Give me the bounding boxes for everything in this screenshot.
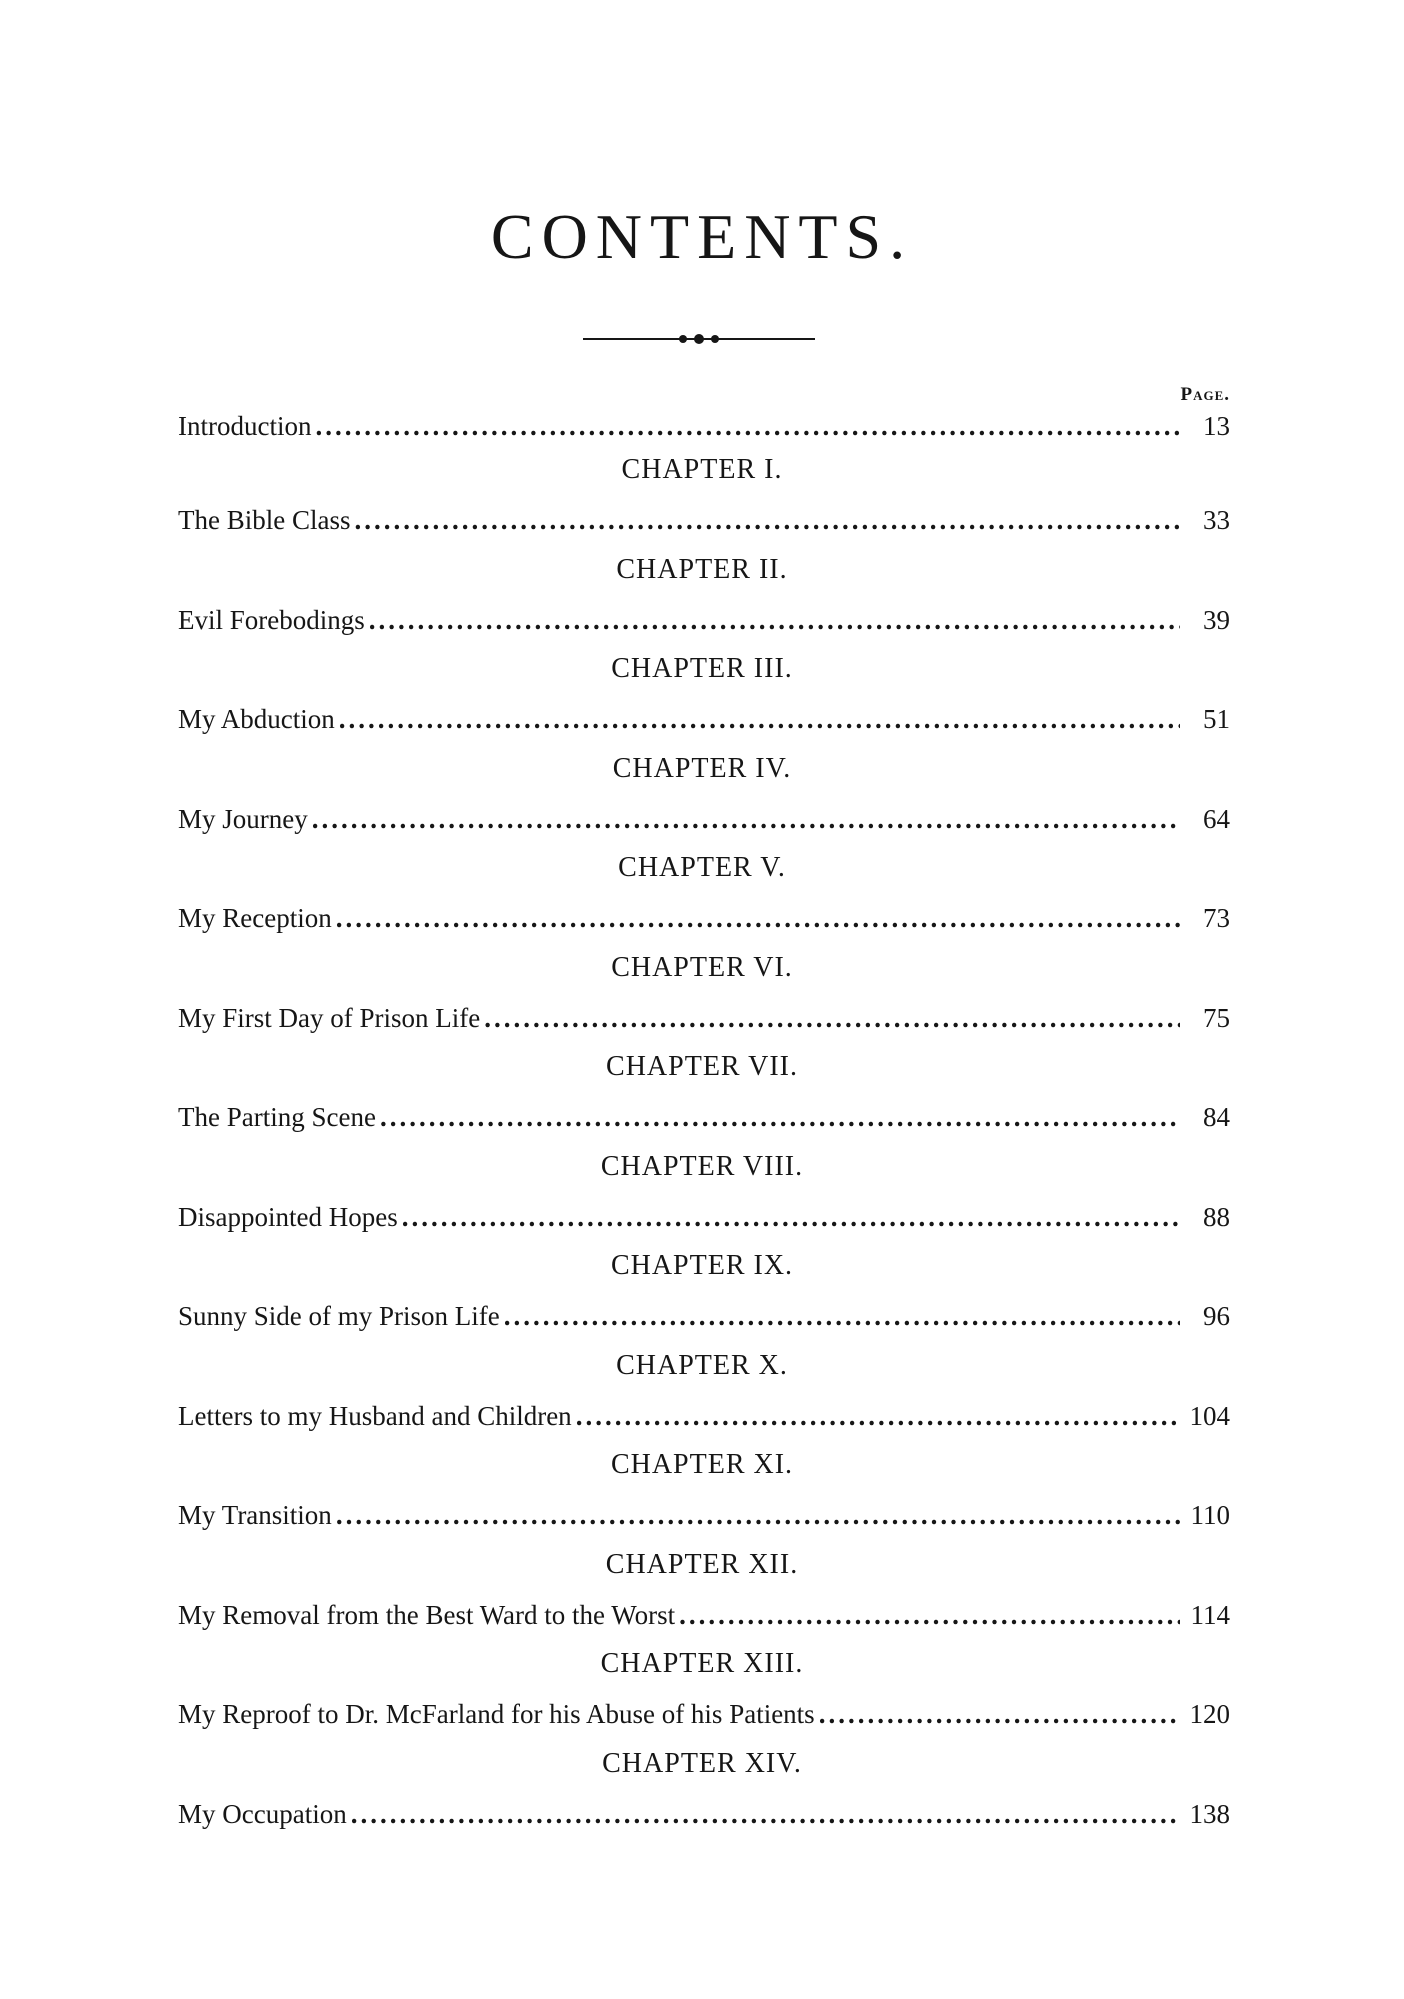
toc-entry-title: Introduction <box>178 411 312 441</box>
toc-entry <box>178 1595 1230 1635</box>
toc-entry-title: My Removal from the Best Ward to the Worst <box>178 1600 676 1630</box>
toc-entry <box>178 1495 1230 1535</box>
chapter-heading: CHAPTER IX. <box>610 1250 794 1281</box>
toc-entry <box>178 1197 1230 1237</box>
chapter-heading: CHAPTER VIII. <box>600 1151 804 1182</box>
toc-entry-title: Evil Forebodings <box>178 605 365 635</box>
toc-entry-title: My Abduction <box>178 704 335 734</box>
toc-entry <box>178 1694 1230 1734</box>
toc-entry-introduction <box>178 406 1230 446</box>
leader-dots <box>504 1296 1180 1336</box>
toc-entry <box>178 600 1230 640</box>
leader-dots <box>336 1495 1180 1535</box>
chapter-heading: CHAPTER VII. <box>606 1051 798 1082</box>
title-ornament <box>583 332 815 346</box>
toc-entry <box>178 898 1230 938</box>
chapter-heading: CHAPTER XIV. <box>602 1748 802 1779</box>
leader-dots <box>336 898 1180 938</box>
leader-dots <box>339 699 1180 739</box>
toc-entry-title: Letters to my Husband and Children <box>178 1401 572 1431</box>
toc-entry-title: The Parting Scene <box>178 1102 376 1132</box>
leader-dots <box>679 1595 1180 1635</box>
chapter-heading: CHAPTER XII. <box>605 1549 799 1580</box>
page-title: CONTENTS. <box>490 201 914 272</box>
leader-dots <box>315 406 1180 446</box>
toc-entry-page: 33 <box>1203 505 1230 535</box>
toc-entry-page: 75 <box>1203 1003 1230 1033</box>
chapter-heading: CHAPTER X. <box>616 1350 788 1381</box>
toc-entry-page: 73 <box>1203 903 1230 933</box>
toc-entry <box>178 1794 1230 1834</box>
toc-entry-title: My Occupation <box>178 1799 347 1829</box>
page-column-label: Page. <box>1180 384 1230 405</box>
toc-entry <box>178 799 1230 839</box>
leader-dots <box>354 500 1180 540</box>
chapter-heading: CHAPTER IV. <box>612 753 792 784</box>
toc-entry-title: The Bible Class <box>178 505 351 535</box>
toc-entry-title: Disappointed Hopes <box>178 1202 398 1232</box>
toc-entry-title: My Journey <box>178 804 308 834</box>
chapter-heading: CHAPTER XIII. <box>600 1648 804 1679</box>
toc-entry-page: 96 <box>1203 1301 1230 1331</box>
toc-entry-page: 88 <box>1203 1202 1230 1232</box>
leader-dots <box>402 1197 1180 1237</box>
leader-dots <box>380 1097 1180 1137</box>
toc-entry-title: My First Day of Prison Life <box>178 1003 481 1033</box>
leader-dots <box>351 1794 1180 1834</box>
toc-entry <box>178 998 1230 1038</box>
toc-entry <box>178 1396 1230 1436</box>
toc-entry-title: My Reproof to Dr. McFarland for his Abuse of his Patients <box>178 1699 815 1729</box>
toc-entry-page: 114 <box>1190 1600 1230 1630</box>
toc-entry-page: 51 <box>1203 704 1230 734</box>
toc-entry-page: 120 <box>1189 1699 1230 1729</box>
chapter-heading: CHAPTER XI. <box>610 1449 794 1480</box>
leader-dots <box>484 998 1180 1038</box>
toc-entry-page: 84 <box>1203 1102 1230 1132</box>
toc-entry-page: 13 <box>1203 411 1230 441</box>
leader-dots <box>312 799 1180 839</box>
chapter-heading: CHAPTER VI. <box>611 952 793 983</box>
toc-entry <box>178 1097 1230 1137</box>
toc-entry-page: 110 <box>1190 1500 1230 1530</box>
toc-entry-page: 64 <box>1203 804 1230 834</box>
toc-entry <box>178 500 1230 540</box>
chapter-heading: CHAPTER III. <box>611 653 793 684</box>
chapter-heading: CHAPTER I. <box>621 454 783 485</box>
toc-entry <box>178 699 1230 739</box>
chapter-heading: CHAPTER V. <box>618 852 786 883</box>
leader-dots <box>819 1694 1180 1734</box>
toc-entry-page: 138 <box>1189 1799 1230 1829</box>
toc-entry-title: My Reception <box>178 903 332 933</box>
chapter-heading: CHAPTER II. <box>616 554 788 585</box>
toc-entry-page: 104 <box>1189 1401 1230 1431</box>
toc-entry-title: My Transition <box>178 1500 332 1530</box>
toc-entry-title: Sunny Side of my Prison Life <box>178 1301 500 1331</box>
leader-dots <box>369 600 1180 640</box>
toc-entry-page: 39 <box>1203 605 1230 635</box>
toc-entry <box>178 1296 1230 1336</box>
leader-dots <box>576 1396 1180 1436</box>
